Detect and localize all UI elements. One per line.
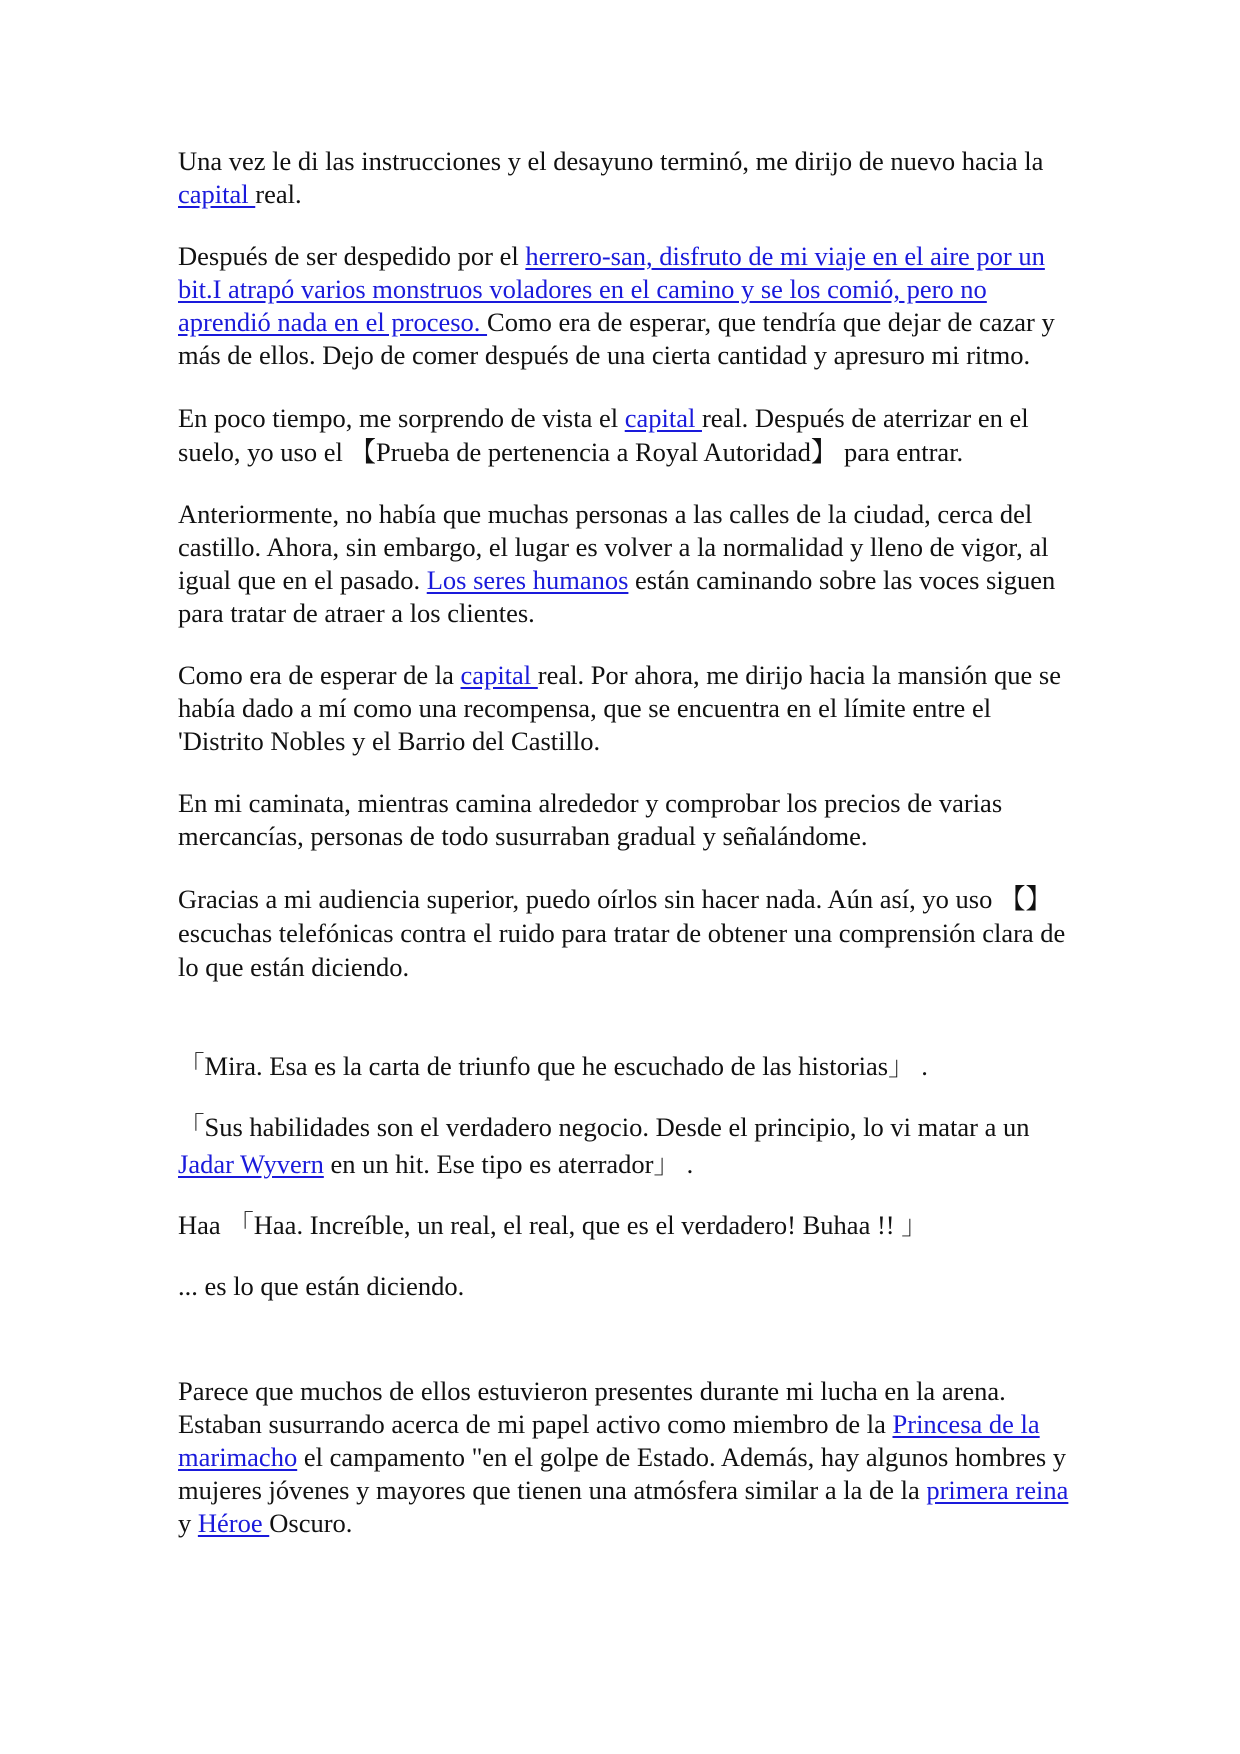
- paragraph: [178, 145, 1083, 211]
- text-segment: real.: [255, 179, 302, 209]
- inline-link[interactable]: Princesa de la marimacho: [178, 1409, 1040, 1472]
- paragraph: [178, 240, 1083, 372]
- text-segment: En poco tiempo, me sorprendo de vista el: [178, 403, 625, 433]
- text-segment: Como era de esperar, que tendría que dejar de cazar y más de ellos. Dejo de comer después de una cierta cantidad y apresuro mi ritmo.: [178, 307, 1055, 370]
- text-segment: y: [178, 1508, 198, 1538]
- paragraph: [178, 1207, 1083, 1244]
- text-segment: 「Sus habilidades son el verdadero negocio. Desde el principio, lo vi matar a un: [178, 1112, 1030, 1142]
- text-segment: ... es lo que están diciendo.: [178, 1271, 465, 1301]
- paragraph: [178, 659, 1083, 758]
- inline-link[interactable]: Héroe: [197, 1508, 270, 1538]
- inline-link[interactable]: herrero-san, disfruto de mi viaje en el aire por un bit.I atrapó varios monstruos voladores en el camino y se los comió, pero no aprendió nada en el proceso.: [178, 241, 1045, 337]
- inline-link[interactable]: capital: [624, 403, 702, 433]
- inline-link[interactable]: primera reina: [926, 1475, 1069, 1505]
- text-segment: Parece que muchos de ellos estuvieron presentes durante mi lucha en la arena. Estaban susurrando acerca de mi papel activo como miembro de la: [178, 1376, 1006, 1439]
- paragraph: [178, 1109, 1083, 1183]
- text-segment: Como era de esperar de la: [178, 660, 461, 690]
- text-segment: Oscuro.: [269, 1508, 353, 1538]
- text-segment: real. Después de aterrizar en el suelo, yo uso el 【Prueba de pertenencia a Royal Autoridad】 para entrar.: [178, 403, 1029, 467]
- text-segment: están caminando sobre las voces siguen para tratar de atraer a los clientes.: [178, 565, 1056, 628]
- paragraph: [178, 1048, 1083, 1085]
- text-segment: Gracias a mi audiencia superior, puedo oírlos sin hacer nada. Aún así, yo uso 【】 escuchas telefónicas contra el ruido para tratar de obtener una comprensión clara de lo que están diciendo.: [178, 884, 1066, 982]
- inline-link[interactable]: capital: [178, 179, 256, 209]
- text-segment: Una vez le di las instrucciones y el desayuno terminó, me dirijo de nuevo hacia la: [178, 146, 1044, 176]
- text-segment: 「Mira. Esa es la carta de triunfo que he escuchado de las historias」 .: [178, 1051, 928, 1081]
- inline-link[interactable]: capital: [460, 660, 538, 690]
- text-segment: real. Por ahora, me dirijo hacia la mansión que se había dado a mí como una recompensa, que se encuentra en el límite entre el 'Distrito Nobles y el Barrio del Castillo.: [178, 660, 1061, 756]
- paragraph: [178, 882, 1083, 984]
- paragraph: [178, 1268, 1083, 1305]
- paragraph: [178, 401, 1083, 469]
- paragraph: [178, 1375, 1083, 1540]
- inline-link[interactable]: Jadar Wyvern: [178, 1149, 324, 1179]
- text-segment: Haa 「Haa. Increíble, un real, el real, que es el verdadero! Buhaa !! 」: [178, 1210, 928, 1240]
- paragraph: [178, 787, 1083, 853]
- text-segment: Después de ser despedido por el: [178, 241, 526, 271]
- text-segment: en un hit. Ese tipo es aterrador」 .: [323, 1149, 694, 1179]
- text-segment: En mi caminata, mientras camina alrededor y comprobar los precios de varias mercancías, personas de todo susurraban gradual y señalándome.: [178, 788, 1003, 851]
- text-segment: el campamento "en el golpe de Estado. Además, hay algunos hombres y mujeres jóvenes y mayores que tienen una atmósfera similar a la de la: [178, 1442, 1067, 1505]
- paragraph: [178, 498, 1083, 630]
- text-segment: Anteriormente, no había que muchas personas a las calles de la ciudad, cerca del castillo. Ahora, sin embargo, el lugar es volver a la normalidad y lleno de vigor, al igual que en el pasado.: [178, 499, 1049, 595]
- inline-link[interactable]: Los seres humanos: [426, 565, 629, 595]
- document-page: [178, 145, 1083, 1569]
